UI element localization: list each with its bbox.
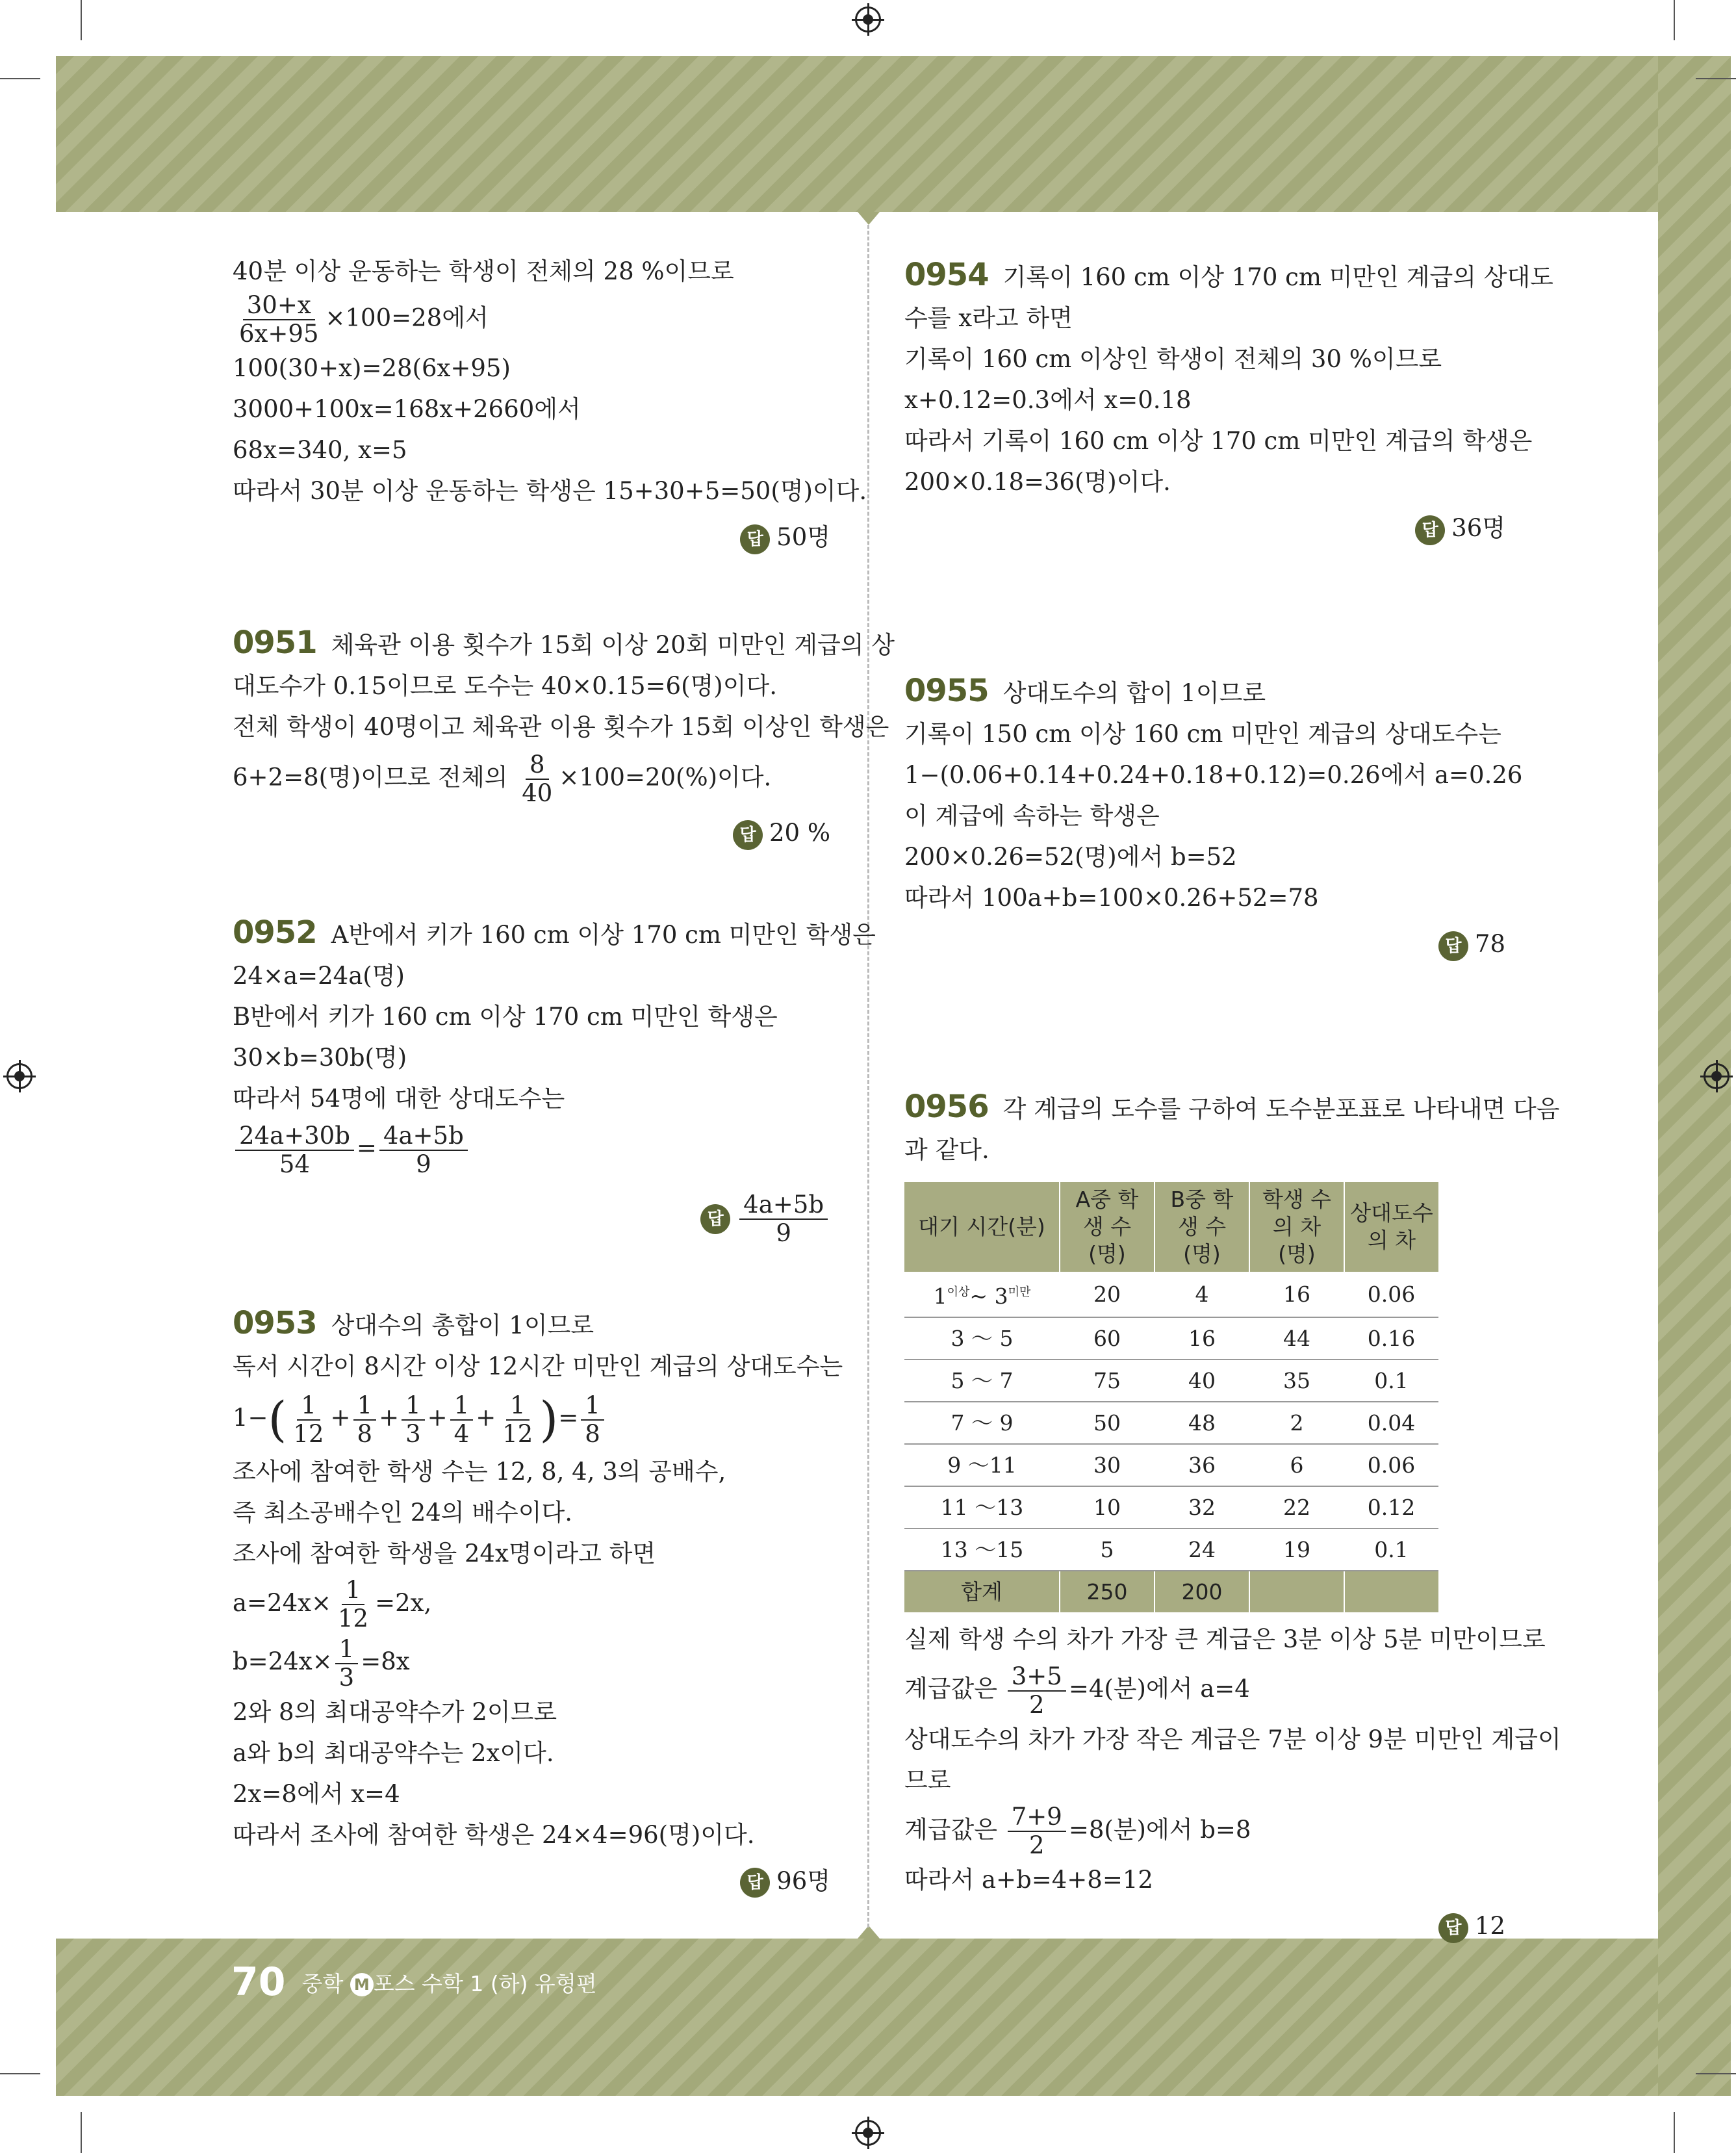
text-line: 68x=340, x=5 [233, 436, 407, 464]
text: 6+2=8(명)이므로 전체의 [233, 763, 516, 792]
text: =8(분)에서 b=8 [1068, 1815, 1251, 1844]
text-line: 기록이 150 cm 이상 160 cm 미만인 계급의 상대도수는 [904, 720, 1501, 748]
answer-badge: 답 [733, 820, 763, 850]
text: 계급값은 [904, 1815, 1005, 1844]
answer [233, 812, 830, 853]
fraction [334, 1577, 372, 1632]
table-cell: 40 [1155, 1360, 1249, 1402]
problem-number: 0956 [904, 1089, 989, 1125]
table-cell: 0.12 [1344, 1486, 1438, 1528]
denominator: 54 [279, 1150, 310, 1178]
denominator: 3 [338, 1663, 355, 1692]
text-line [233, 1574, 830, 1633]
table-cell: 11 ～13 [904, 1486, 1060, 1528]
table-header-cell: B중 학생 수(명) [1155, 1182, 1249, 1272]
text: 1 [933, 1283, 947, 1309]
top-notch [858, 212, 880, 225]
text-line: 3000+100x=168x+2660에서 [233, 395, 581, 423]
text: =8x [361, 1647, 410, 1675]
page-footer [231, 1959, 597, 2005]
numerator: 8 [526, 751, 549, 780]
solution-0953 [233, 1303, 843, 1902]
numerator: 24a+30b [235, 1122, 354, 1151]
crop-mark [81, 0, 82, 40]
table-cell: 합계 [904, 1571, 1060, 1612]
problem-number: 0955 [904, 673, 989, 709]
answer-value: 12 [1474, 1912, 1505, 1940]
solution-0955 [904, 671, 1523, 964]
crop-mark [1696, 2073, 1736, 2074]
fraction [379, 1122, 468, 1178]
text-line [233, 1387, 830, 1451]
m-logo-icon: M [350, 1973, 374, 1996]
table-cell [1344, 1571, 1438, 1612]
denominator: 4 [453, 1419, 470, 1448]
table-cell: 60 [1060, 1317, 1155, 1360]
text: A반에서 키가 160 cm 이상 170 cm 미만인 학생은 [331, 921, 876, 949]
numerator: 30+x [243, 292, 315, 320]
numerator: 4a+5b [739, 1191, 828, 1220]
text-line: 전체 학생이 40명이고 체육관 이용 횟수가 15회 이상인 학생은 [233, 713, 889, 741]
fraction [402, 1392, 425, 1448]
denominator: 12 [502, 1419, 533, 1448]
header-band [56, 56, 1731, 212]
answer [904, 508, 1505, 548]
text: 각 계급의 도수를 구하여 도수분포표로 나타내면 다음 [1002, 1095, 1560, 1123]
answer-badge: 답 [700, 1204, 730, 1234]
denominator: 8 [585, 1419, 600, 1448]
answer [233, 1191, 830, 1247]
problem-number: 0952 [233, 914, 317, 951]
table-cell: 24 [1155, 1528, 1249, 1571]
table-cell: 0.06 [1344, 1272, 1438, 1317]
text-line: 2x=8에서 x=4 [233, 1779, 400, 1808]
registration-mark-icon [6, 1063, 32, 1089]
answer-badge: 답 [740, 524, 770, 554]
text: 체육관 이용 횟수가 15회 이상 20회 미만인 계급의 상 [331, 631, 895, 659]
text-line: 조사에 참여한 학생 수는 12, 8, 4, 3의 공배수, [233, 1457, 726, 1486]
book-title [302, 1971, 597, 1996]
text: ~ [969, 1283, 995, 1309]
fraction [498, 1392, 537, 1448]
fraction [518, 751, 556, 807]
text-line: 1−(0.06+0.14+0.24+0.18+0.12)=0.26에서 a=0.26 [904, 761, 1523, 789]
text: a=24x× [233, 1588, 332, 1617]
denominator: 12 [338, 1605, 369, 1632]
text: b=24x× [233, 1647, 333, 1675]
table-cell [1249, 1571, 1344, 1612]
registration-mark-icon [855, 2120, 881, 2146]
fraction [235, 1122, 354, 1178]
text-line [233, 623, 895, 665]
answer [233, 517, 830, 558]
text-line [233, 1303, 830, 1346]
text: ×100=28에서 [325, 303, 489, 332]
frequency-table [904, 1182, 1438, 1612]
table-row [904, 1317, 1438, 1360]
numerator: 1 [402, 1392, 425, 1421]
table-cell: 30 [1060, 1444, 1155, 1486]
solution-0954 [904, 255, 1553, 548]
numerator: 1 [506, 1392, 530, 1421]
table-row [904, 1528, 1438, 1571]
fraction [739, 1191, 828, 1247]
text-line: 24×a=24a(명) [233, 962, 405, 990]
fraction [235, 292, 323, 348]
table-cell: 36 [1155, 1444, 1249, 1486]
problem-number: 0953 [233, 1305, 317, 1341]
numerator: 1 [581, 1392, 604, 1421]
solution-0950 [233, 251, 867, 558]
problem-number: 0954 [904, 257, 989, 293]
text-line: x+0.12=0.3에서 x=0.18 [904, 386, 1192, 414]
denominator: 9 [416, 1150, 431, 1178]
column-divider [867, 225, 869, 1927]
text-line: 200×0.18=36(명)이다. [904, 468, 1171, 496]
table-cell: 4 [1155, 1272, 1249, 1317]
table-cell: 0.06 [1344, 1444, 1438, 1486]
text: =2x, [375, 1588, 432, 1617]
text: 상대수의 총합이 1이므로 [331, 1311, 594, 1339]
table-header-cell: 대기 시간(분) [904, 1182, 1060, 1272]
table-cell: 0.04 [1344, 1402, 1438, 1444]
text-line: 상대도수의 차가 가장 작은 계급은 7분 이상 9분 미만인 계급이 [904, 1725, 1561, 1753]
table-cell: 5 [1060, 1528, 1155, 1571]
text: 기록이 160 cm 이상 170 cm 미만인 계급의 상대도 [1002, 263, 1553, 291]
text-line: 따라서 30분 이상 운동하는 학생은 15+30+5=50(명)이다. [233, 477, 867, 505]
answer-badge: 답 [1438, 931, 1468, 961]
table-header-cell: 학생 수의 차(명) [1249, 1182, 1344, 1272]
text-line: 30×b=30b(명) [233, 1044, 407, 1072]
table-cell: 48 [1155, 1402, 1249, 1444]
text-line: B반에서 키가 160 cm 이상 170 cm 미만인 학생은 [233, 1003, 778, 1031]
text-line: 따라서 기록이 160 cm 이상 170 cm 미만인 계급의 학생은 [904, 427, 1533, 455]
table-cell: 200 [1155, 1571, 1249, 1612]
text-line: 따라서 조사에 참여한 학생은 24×4=96(명)이다. [233, 1820, 755, 1849]
table-total-row [904, 1571, 1438, 1612]
text-line: 기록이 160 cm 이상인 학생이 전체의 30 %이므로 [904, 345, 1442, 373]
table-cell: 250 [1060, 1571, 1155, 1612]
text: 계급값은 [904, 1675, 1005, 1703]
answer-value: 78 [1474, 930, 1505, 958]
text-line: 대도수가 0.15이므로 도수는 40×0.15=6(명)이다. [233, 672, 777, 700]
numerator: 1 [450, 1392, 474, 1421]
denominator: 3 [405, 1419, 421, 1448]
problem-number: 0951 [233, 625, 317, 661]
table-cell: 5 ～ 7 [904, 1360, 1060, 1402]
text-line: 100(30+x)=28(6x+95) [233, 354, 511, 382]
registration-mark-icon [1704, 1063, 1730, 1089]
answer-value: 36명 [1451, 514, 1505, 542]
table-cell: 16 [1155, 1317, 1249, 1360]
text: = [558, 1404, 579, 1432]
crop-mark [1696, 78, 1736, 79]
text-line [904, 671, 1505, 714]
numerator: 1 [297, 1392, 320, 1421]
denominator: 8 [357, 1419, 373, 1448]
numerator: 4a+5b [379, 1122, 468, 1151]
table-cell: 9 ～11 [904, 1444, 1060, 1486]
table-cell: 19 [1249, 1528, 1344, 1571]
text-line: 실제 학생 수의 차가 가장 큰 계급은 3분 이상 5분 미만이므로 [904, 1625, 1546, 1653]
page-number: 70 [231, 1959, 286, 2005]
answer [904, 923, 1505, 964]
superscript: 이상 [947, 1285, 970, 1299]
crop-mark [81, 2112, 82, 2153]
answer-value: 50명 [776, 523, 830, 551]
text-line: a와 b의 최대공약수는 2x이다. [233, 1738, 554, 1767]
fraction [353, 1392, 377, 1448]
superscript: 미만 [1008, 1285, 1031, 1299]
numerator: 1 [353, 1392, 377, 1421]
paren: ( [268, 1391, 287, 1448]
crop-mark [1674, 0, 1675, 40]
registration-mark-icon [855, 6, 881, 32]
text-line [233, 912, 876, 955]
table-row [904, 1486, 1438, 1528]
table-cell: 75 [1060, 1360, 1155, 1402]
numerator: 3+5 [1008, 1663, 1066, 1692]
answer-value: 20 % [769, 819, 830, 847]
text-line: 따라서 54명에 대한 상대도수는 [233, 1085, 565, 1113]
table-cell [904, 1272, 1060, 1317]
text: = [356, 1134, 377, 1162]
text-line: 따라서 a+b=4+8=12 [904, 1866, 1153, 1894]
denominator: 40 [522, 779, 553, 807]
text-line: 므로 [904, 1766, 951, 1794]
table-cell: 20 [1060, 1272, 1155, 1317]
answer-value: 96명 [776, 1866, 830, 1895]
text-line: 따라서 100a+b=100×0.26+52=78 [904, 884, 1319, 912]
denominator: 9 [776, 1218, 791, 1247]
numerator: 1 [335, 1636, 359, 1664]
fraction [1008, 1803, 1066, 1859]
text: =4(분)에서 a=4 [1068, 1675, 1250, 1703]
solution-0951 [233, 623, 895, 853]
numerator: 1 [342, 1577, 365, 1605]
crop-mark [0, 2073, 40, 2074]
table-cell: 32 [1155, 1486, 1249, 1528]
text-line: 독서 시간이 8시간 이상 12시간 미만인 계급의 상대도수는 [233, 1352, 843, 1380]
denominator: 12 [293, 1419, 324, 1448]
table-cell: 13 ～15 [904, 1528, 1060, 1571]
answer-badge: 답 [1415, 515, 1445, 545]
answer-badge: 답 [1438, 1913, 1468, 1943]
solution-0956 [904, 1087, 1561, 1946]
text-line [233, 1632, 830, 1692]
fraction [289, 1392, 327, 1448]
answer-badge: 답 [740, 1868, 770, 1898]
table-cell: 35 [1249, 1360, 1344, 1402]
answer [904, 1905, 1505, 1946]
text-line [904, 1087, 1560, 1129]
text: + [330, 1404, 351, 1432]
table-header-cell: 상대도수의 차 [1344, 1182, 1438, 1272]
crop-mark [0, 78, 40, 79]
text-line [233, 751, 830, 807]
numerator: 7+9 [1008, 1803, 1066, 1832]
table-cell: 2 [1249, 1402, 1344, 1444]
text-line: 40분 이상 운동하는 학생이 전체의 28 %이므로 [233, 257, 734, 285]
text: 상대도수의 합이 1이므로 [1002, 679, 1266, 707]
table-cell: 50 [1060, 1402, 1155, 1444]
text: + [476, 1404, 496, 1432]
fraction [335, 1636, 359, 1692]
table-cell: 16 [1249, 1272, 1344, 1317]
table-cell: 22 [1249, 1486, 1344, 1528]
table-cell: 7 ～ 9 [904, 1402, 1060, 1444]
table-header-cell: A중 학생 수(명) [1060, 1182, 1155, 1272]
text-line: 200×0.26=52(명)에서 b=52 [904, 843, 1237, 871]
solution-0952 [233, 912, 876, 1247]
table-cell: 0.16 [1344, 1317, 1438, 1360]
table-cell: 3 ～ 5 [904, 1317, 1060, 1360]
bottom-notch [858, 1926, 880, 1939]
text: ×100=20(%)이다. [559, 763, 772, 792]
table-row [904, 1272, 1438, 1317]
fraction [450, 1392, 474, 1448]
text: + [379, 1404, 400, 1432]
text-line [904, 1660, 1505, 1719]
table-cell: 0.1 [1344, 1528, 1438, 1571]
denominator: 6x+95 [239, 320, 319, 348]
table-header-row [904, 1182, 1438, 1272]
text-line: 2와 8의 최대공약수가 2이므로 [233, 1697, 557, 1726]
text-line: 이 계급에 속하는 학생은 [904, 802, 1160, 830]
table-cell: 6 [1249, 1444, 1344, 1486]
table-row [904, 1444, 1438, 1486]
table-row [904, 1360, 1438, 1402]
table-cell: 44 [1249, 1317, 1344, 1360]
denominator: 2 [1029, 1831, 1045, 1859]
crop-mark [1674, 2112, 1675, 2153]
answer [233, 1861, 830, 1902]
denominator: 2 [1029, 1690, 1045, 1719]
text-line [233, 1119, 830, 1178]
table-row [904, 1402, 1438, 1444]
text: + [427, 1404, 448, 1432]
table-cell: 0.1 [1344, 1360, 1438, 1402]
text: 3 [994, 1283, 1008, 1309]
text-line: 즉 최소공배수인 24의 배수이다. [233, 1498, 573, 1527]
text: 포스 수학 1 (하) 유형편 [373, 1970, 597, 1996]
fraction [581, 1392, 604, 1448]
text-line: 과 같다. [904, 1136, 989, 1164]
fraction [1008, 1663, 1066, 1719]
table-cell: 10 [1060, 1486, 1155, 1528]
text-line: 수를 x라고 하면 [904, 304, 1073, 332]
text-line: 조사에 참여한 학생을 24x명이라고 하면 [233, 1539, 656, 1567]
text-line [904, 255, 1553, 298]
text-line [904, 1801, 1505, 1860]
text: 중학 [301, 1970, 350, 1996]
text: 1− [233, 1404, 268, 1432]
text-line [233, 292, 830, 348]
paren: ) [539, 1391, 559, 1448]
